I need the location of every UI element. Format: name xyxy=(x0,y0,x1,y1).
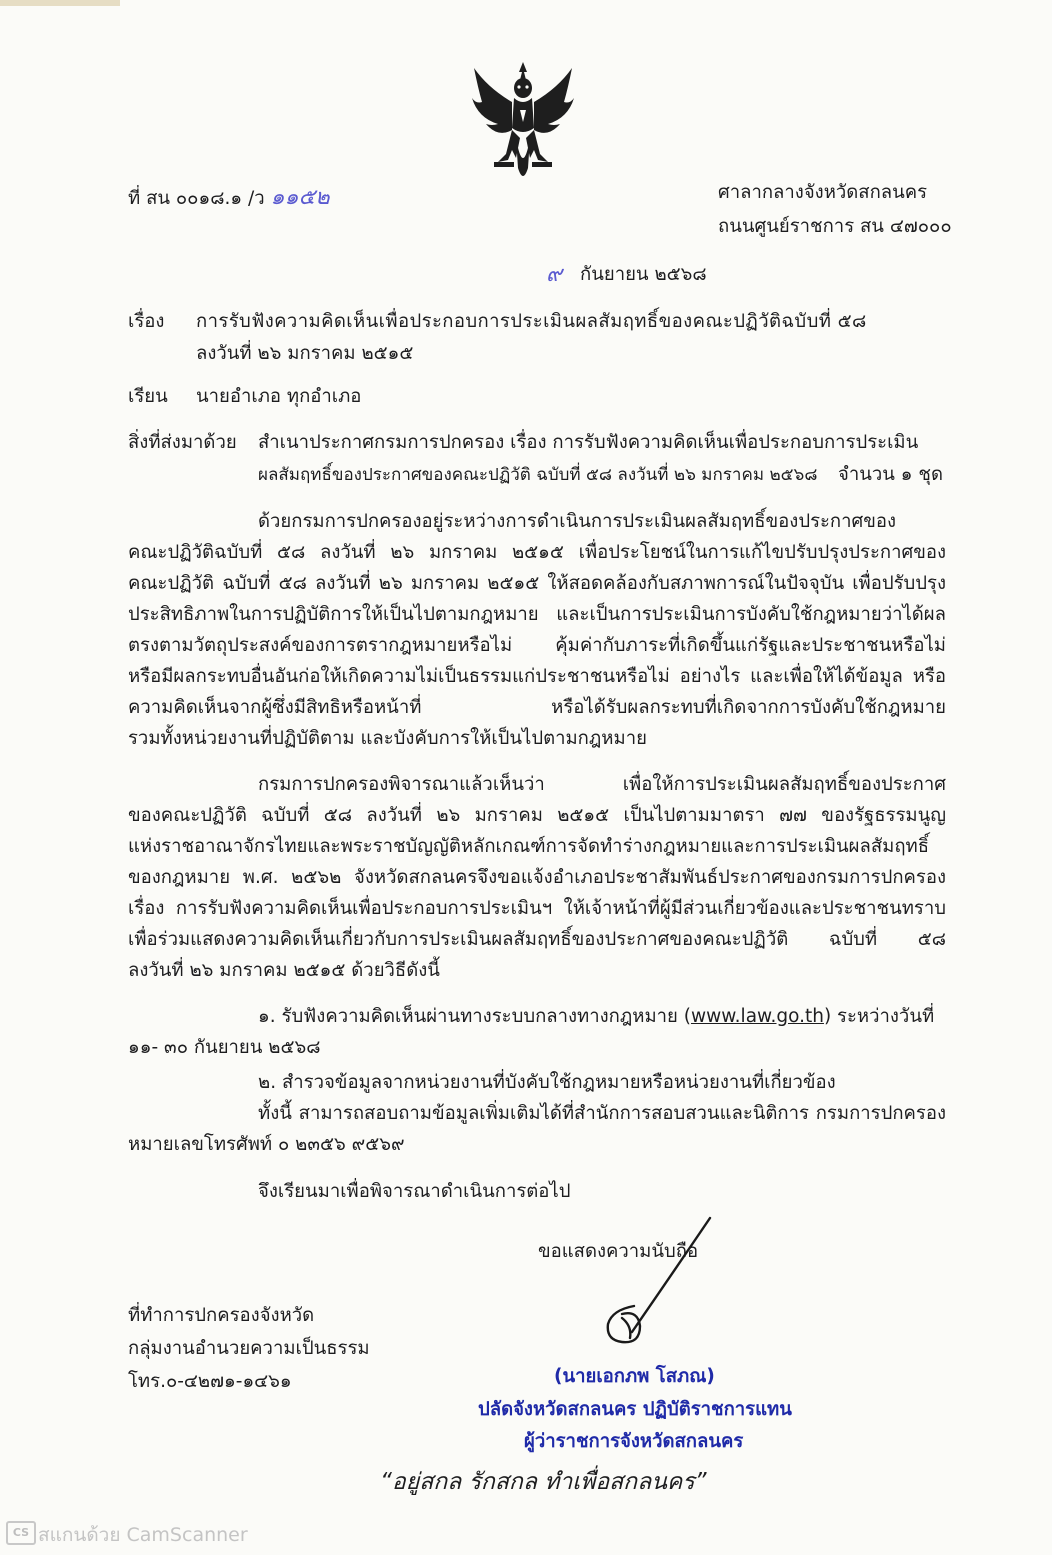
item1-prefix: ๑. รับฟังความคิดเห็นผ่านทางระบบกลางทางกฎหมาย ( xyxy=(258,1006,691,1027)
paragraph2-line2: ของคณะปฏิวัติ ฉบับที่ ๕๘ ลงวันที่ ๒๖ มกราคม ๒๕๑๕ เป็นไปตามมาตรา ๗๗ ของรัฐธรรมนูญ xyxy=(128,805,946,826)
enclosure-label: สิ่งที่ส่งมาด้วย xyxy=(128,432,237,453)
paragraph1-line8: รวมทั้งหน่วยงานที่ปฏิบัติตาม และบังคับการให้เป็นไปตามกฎหมาย xyxy=(128,728,647,749)
item1-suffix: ) ระหว่างวันที่ xyxy=(823,1006,935,1027)
signatory-position-line2: ผู้ว่าราชการจังหวัดสกลนคร xyxy=(524,1431,744,1452)
subject-label: เรื่อง xyxy=(128,311,165,332)
salutation-label: เรียน xyxy=(128,386,168,407)
paragraph1-line7: ความคิดเห็นจากผู้ซึ่งมีสิทธิหรือหน้าที่ หรือได้รับผลกระทบที่เกิดจากการบังคับใช้กฎหมาย xyxy=(128,697,946,718)
enclosure-quantity: จำนวน ๑ ชุด xyxy=(838,464,943,485)
subject-line1: การรับฟังความคิดเห็นเพื่อประกอบการประเมินผลสัมฤทธิ์ของคณะปฏิวัติฉบับที่ ๕๘ xyxy=(196,311,867,332)
enclosure-line1: สำเนาประกาศกรมการปกครอง เรื่อง การรับฟังความคิดเห็นเพื่อประกอบการประเมิน xyxy=(258,432,919,453)
subject-line2: ลงวันที่ ๒๖ มกราคม ๒๕๑๕ xyxy=(196,343,414,364)
contact-line1: ทั้งนี้ สามารถสอบถามข้อมูลเพิ่มเติมได้ที่สำนักการสอบสวนและนิติการ กรมการปกครอง xyxy=(258,1103,946,1124)
paper-edge-mark xyxy=(0,0,120,6)
paragraph2-line7: ลงวันที่ ๒๖ มกราคม ๒๕๑๕ ด้วยวิธีดังนี้ xyxy=(128,960,440,981)
paragraph2-line4: ของกฎหมาย พ.ศ. ๒๕๖๒ จังหวัดสกลนครจึงขอแจ้งอำเภอประชาสัมพันธ์ประกาศของกรมการปกครอง xyxy=(128,867,946,888)
item1-line2: ๑๑- ๓๐ กันยายน ๒๕๖๘ xyxy=(128,1037,321,1058)
reference-label: ที่ สน ๐๐๑๘.๑ /ว xyxy=(128,188,265,209)
reference-number xyxy=(128,186,330,211)
paragraph2-line6: เพื่อร่วมแสดงความคิดเห็นเกี่ยวกับการประเมินผลสัมฤทธิ์ของประกาศของคณะปฏิวัติ ฉบับที่ ๕๘ xyxy=(128,929,946,950)
paragraph1-line5: ตรงตามวัตถุประสงค์ของการตรากฎหมายหรือไม่ คุ้มค่ากับภาระที่เกิดขึ้นแก่รัฐและประชาชนหรือไม่ xyxy=(128,635,946,656)
handwritten-signature xyxy=(592,1214,722,1354)
paragraph2-line1: กรมการปกครองพิจารณาแล้วเห็นว่า เพื่อให้การประเมินผลสัมฤทธิ์ของประกาศ xyxy=(258,774,946,795)
paragraph2-line5: เรื่อง การรับฟังความคิดเห็นเพื่อประกอบการประเมินฯ ให้เจ้าหน้าที่ผู้มีส่วนเกี่ยวข้องและประชาชนทราบ xyxy=(128,898,946,919)
paragraph1-line3: คณะปฏิวัติ ฉบับที่ ๕๘ ลงวันที่ ๒๖ มกราคม ๒๕๑๕ ให้สอดคล้องกับสภาพการณ์ในปัจจุบัน เพื่อปรับปรุง xyxy=(128,573,946,594)
date-day-handwritten: ๙ xyxy=(546,262,563,287)
footer-office-phone: โทร.๐-๔๒๗๑-๑๔๖๑ xyxy=(128,1371,292,1392)
law-website-link[interactable]: www.law.go.th xyxy=(690,1006,824,1027)
paragraph1-line1: ด้วยกรมการปกครองอยู่ระหว่างการดำเนินการประเมินผลสัมฤทธิ์ของประกาศของ xyxy=(258,511,897,532)
regards: ขอแสดงความนับถือ xyxy=(538,1241,699,1262)
signatory-name: (นายเอกภพ โสภณ) xyxy=(554,1366,715,1387)
garuda-emblem xyxy=(468,58,578,186)
paragraph1-line6: หรือมีผลกระทบอื่นอันก่อให้เกิดความไม่เป็นธรรมแก่ประชาชนหรือไม่ อย่างไร และเพื่อให้ได้ข้อมูล หรือ xyxy=(128,666,946,687)
signatory-position-line1: ปลัดจังหวัดสกลนคร ปฏิบัติราชการแทน xyxy=(478,1399,792,1420)
footer-office-line1: ที่ทำการปกครองจังหวัด xyxy=(128,1305,315,1326)
paragraph1-line4: ประสิทธิภาพในการปฏิบัติการให้เป็นไปตามกฎหมาย และเป็นการประเมินการบังคับใช้กฎหมายว่าได้ผล xyxy=(128,604,946,625)
office-address-line1: ศาลากลางจังหวัดสกลนคร xyxy=(718,182,928,203)
salutation-recipient: นายอำเภอ ทุกอำเภอ xyxy=(196,386,362,407)
enclosure-line2: ผลสัมฤทธิ์ของประกาศของคณะปฏิวัติ ฉบับที่ ๕๘ ลงวันที่ ๒๖ มกราคม ๒๕๖๘ xyxy=(258,465,818,485)
camscanner-watermark: สแกนด้วย CamScanner xyxy=(38,1524,248,1546)
closing-sentence: จึงเรียนมาเพื่อพิจารณาดำเนินการต่อไป xyxy=(258,1181,571,1202)
office-address-line2: ถนนศูนย์ราชการ สน ๔๗๐๐๐ xyxy=(718,216,952,237)
provincial-motto: “อยู่สกล รักสกล ทำเพื่อสกลนคร” xyxy=(380,1469,707,1495)
document-date: กันยายน ๒๕๖๘ xyxy=(580,264,707,285)
reference-handwritten: ๑๑๕๒ xyxy=(270,185,330,210)
item1-line1 xyxy=(258,1005,934,1029)
item2: ๒. สำรวจข้อมูลจากหน่วยงานที่บังคับใช้กฎหมายหรือหน่วยงานที่เกี่ยวข้อง xyxy=(258,1072,836,1093)
paragraph1-line2: คณะปฏิวัติฉบับที่ ๕๘ ลงวันที่ ๒๖ มกราคม ๒๕๑๕ เพื่อประโยชน์ในการแก้ไขปรับปรุงประกาศของ xyxy=(128,542,946,563)
paragraph2-line3: แห่งราชอาณาจักรไทยและพระราชบัญญัติหลักเกณฑ์การจัดทำร่างกฎหมายและการประเมินผลสัมฤทธิ์ xyxy=(128,836,930,857)
footer-office-line2: กลุ่มงานอำนวยความเป็นธรรม xyxy=(128,1338,370,1359)
contact-line2: หมายเลขโทรศัพท์ ๐ ๒๓๕๖ ๙๕๖๙ xyxy=(128,1134,405,1155)
camscanner-logo: CS xyxy=(6,1521,36,1545)
